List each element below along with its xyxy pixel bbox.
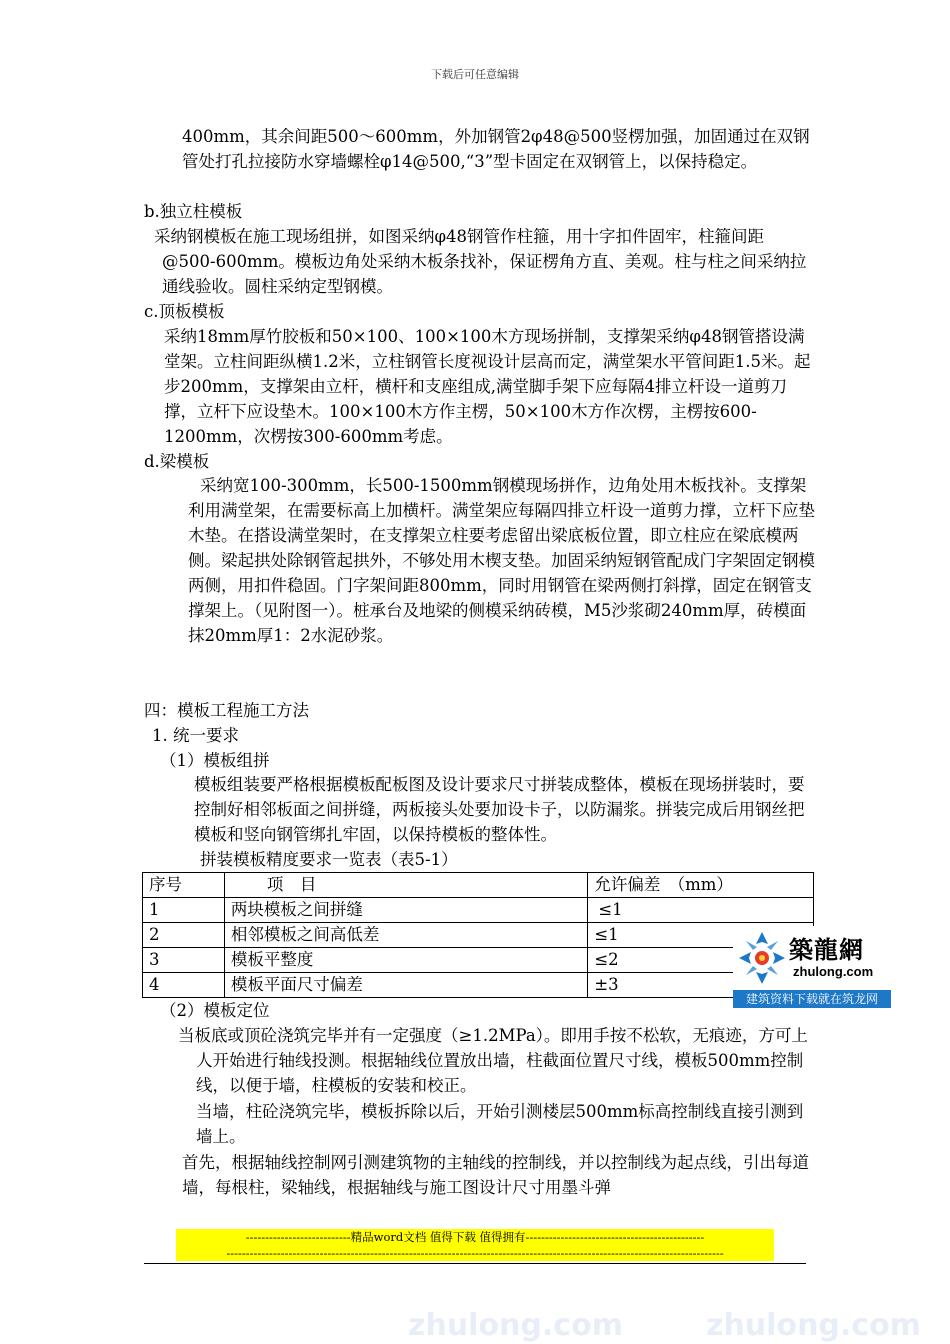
table-cell: 两块模板之间拼缝 bbox=[224, 898, 587, 923]
table-row bbox=[143, 973, 814, 998]
logo-domain: zhulong.com bbox=[793, 964, 874, 979]
snowflake-logo-icon bbox=[737, 930, 787, 986]
table-caption: 拼装模板精度要求一览表（表5-1） bbox=[200, 850, 458, 869]
table-cell: 相邻模板之间高低差 bbox=[224, 923, 587, 948]
table-header-row bbox=[143, 873, 814, 898]
page-header: 下载后可任意编辑 bbox=[431, 68, 519, 81]
heading-beam-formwork: d.梁模板 bbox=[144, 452, 210, 471]
table-cell: 1 bbox=[143, 898, 225, 923]
table-cell: 模板平面尺寸偏差 bbox=[224, 973, 587, 998]
table-cell: 模板平整度 bbox=[224, 948, 587, 973]
precision-table bbox=[142, 872, 814, 998]
subsection-heading-1: 1. 统一要求 bbox=[152, 726, 239, 745]
item-heading-positioning: （2）模板定位 bbox=[160, 1001, 270, 1020]
table-header-cell: 项 目 bbox=[224, 873, 587, 898]
paragraph-column-formwork: 采纳钢模板在施工现场组拼，如图采纳φ48钢管作柱箍，用十字扣件固牢，柱箍间距@500-600mm。模板边角处采纳木板条找补，保证楞角方直、美观。柱与柱之间采纳拉通线验收。圆柱采纳定型钢模。 bbox=[154, 227, 807, 296]
footer-divider bbox=[144, 1263, 806, 1264]
paragraph-wall-formwork-cont: 400mm，其余间距500～600mm，外加钢管2φ48@500竖楞加强，加固通过在双钢管处打孔拉接防水穿墙螺栓φ14@500,“3”型卡固定在双钢管上，以保持稳定。 bbox=[182, 127, 810, 171]
table-header-cell: 允许偏差 （mm） bbox=[588, 873, 814, 898]
table-row bbox=[143, 948, 814, 973]
paragraph-positioning-1: 当板底或顶砼浇筑完毕并有一定强度（≥1.2MPa）。即用手按不松软，无痕迹，方可上人开始进行轴线投测。根据轴线位置放出墙，柱截面位置尺寸线，模板500mm控制线，以便于墙，柱模板的安装和校正。 bbox=[178, 1026, 808, 1095]
item-heading-assembly: （1）模板组拼 bbox=[160, 751, 270, 770]
watermark-text: zhulong.com bbox=[408, 1308, 623, 1343]
table-cell: ≤2 bbox=[588, 948, 814, 973]
logo-chinese-name: 築龍網 bbox=[789, 936, 864, 964]
heading-slab-formwork: c.顶板模板 bbox=[144, 302, 225, 321]
table-cell: 3 bbox=[143, 948, 225, 973]
table-cell: ≤1 bbox=[588, 898, 814, 923]
table-row bbox=[143, 898, 814, 923]
heading-column-formwork: b.独立柱模板 bbox=[144, 202, 243, 221]
footer-banner-line-1: ---------------------------精品word文档 值得下载 值得拥有---------------------------------------------- bbox=[176, 1229, 774, 1245]
footer-banner-line-2: -------------------------------------------------------------------------------------------------------------------------------- bbox=[176, 1245, 774, 1261]
watermark-text: zhulong.com bbox=[706, 1308, 921, 1343]
paragraph-assembly: 模板组装要严格根据模板配板图及设计要求尺寸拼装成整体，模板在现场拼装时，要控制好相邻板面之间拼缝，两板接头处要加设卡子，以防漏浆。拼装完成后用钢丝把模板和竖向钢管绑扎牢固，以保持模板的整体性。 bbox=[194, 775, 805, 844]
logo-tagline: 建筑资料下载就在筑龙网 bbox=[733, 990, 891, 1008]
paragraph-positioning-3: 首先，根据轴线控制网引测建筑物的主轴线的控制线，并以控制线为起点线，引出每道墙，每根柱，梁轴线，根据轴线与施工图设计尺寸用墨斗弹 bbox=[182, 1153, 809, 1197]
table-cell: ±3 bbox=[588, 973, 814, 998]
table-cell: 2 bbox=[143, 923, 225, 948]
table-row bbox=[143, 923, 814, 948]
zhulong-logo bbox=[733, 926, 891, 1010]
paragraph-beam-formwork: 采纳宽100-300mm，长500-1500mm钢模现场拼作，边角处用木板找补。支撑架利用满堂架，在需要标高上加横杆。满堂架应每隔四排立杆设一道剪力撑，立杆下应垫木垫。在搭设满堂架时，在支撑架立柱要考虑留出梁底板位置，即立柱应在梁底模两侧。梁起拱处除钢管起拱外，不够处用木楔支垫。加固采纳短钢管配成门字架固定钢模两侧，用扣件稳固。门字架间距800mm，同时用钢管在梁两侧打斜撑，固定在钢管支撑架上。（见附图一）。桩承台及地梁的侧模采纳砖模，M5沙浆砌240mm厚，砖模面抹20mm厚1：2水泥砂浆。 bbox=[188, 476, 815, 645]
paragraph-positioning-2: 当墙，柱砼浇筑完毕，模板拆除以后，开始引测楼层500mm标高控制线直接引测到墙上。 bbox=[196, 1102, 804, 1146]
section-heading-4: 四：模板工程施工方法 bbox=[144, 701, 309, 720]
table-cell: 4 bbox=[143, 973, 225, 998]
table-cell: ≤1 bbox=[588, 923, 814, 948]
paragraph-slab-formwork: 采纳18mm厚竹胶板和50×100、100×100木方现场拼制，支撑架采纳φ48钢管搭设满堂架。立柱间距纵横1.2米，立柱钢管长度视设计层高而定，满堂架水平管间距1.5米。起步200mm，支撑架由立杆，横杆和支座组成,满堂脚手架下应每隔4排立杆设一道剪刀撑，立杆下应设垫木。100×100木方作主楞，50×100木方作次楞，主楞按600-1200mm，次楞按300-600mm考虑。 bbox=[164, 327, 811, 446]
table-header-cell: 序号 bbox=[143, 873, 225, 898]
